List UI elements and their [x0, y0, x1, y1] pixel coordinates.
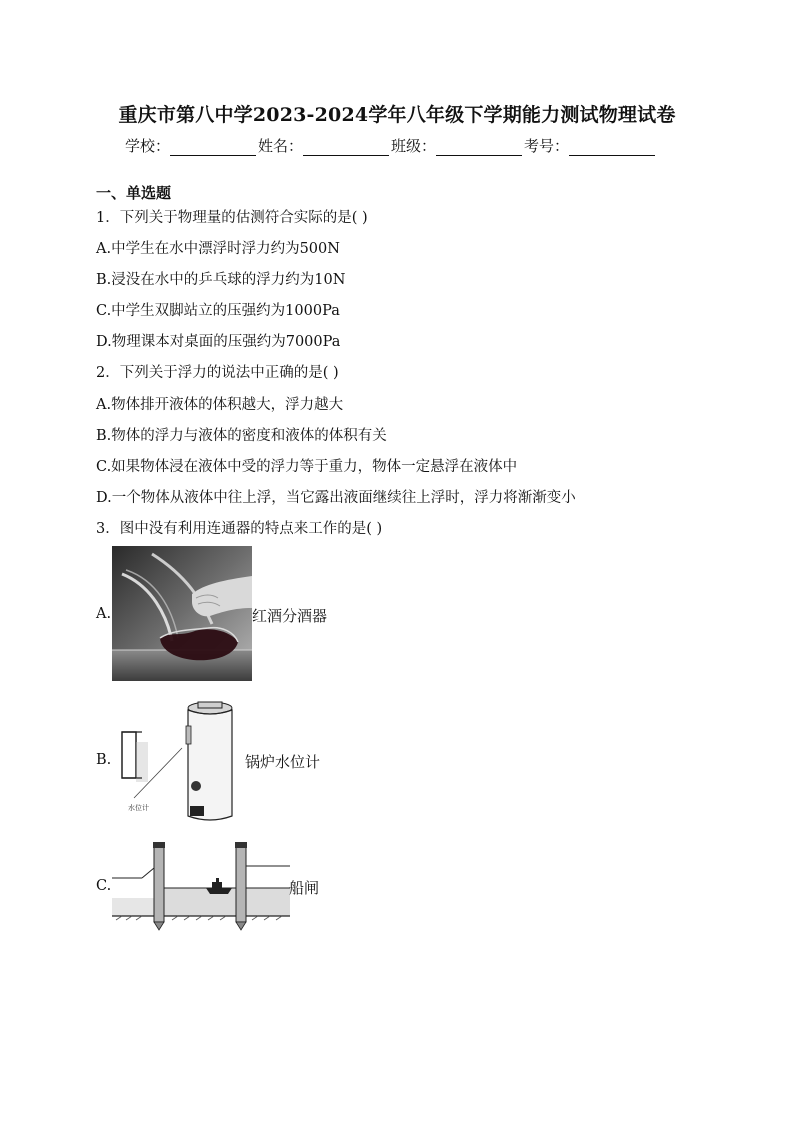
- boiler-water-gauge-image: [116, 698, 244, 826]
- student-info-row: [125, 135, 657, 156]
- question-1-option-b: B.浸没在水中的乒乓球的浮力约为10N: [96, 272, 346, 288]
- question-2-option-c: C.如果物体浸在液体中受的浮力等于重力，物体一定悬浮在液体中: [96, 459, 518, 475]
- class-label: 班级：: [391, 137, 437, 155]
- question-2-option-d: D.一个物体从液体中往上浮，当它露出液面继续往上浮时，浮力将渐渐变小: [96, 490, 576, 506]
- school-blank: [170, 139, 256, 156]
- question-2-stem: 2．下列关于浮力的说法中正确的是( ): [96, 365, 339, 381]
- number-blank: [569, 139, 655, 156]
- question-1-option-a: A.中学生在水中漂浮时浮力约为500N: [96, 241, 340, 257]
- question-3-option-b-caption: 锅炉水位计: [245, 753, 321, 771]
- question-3-option-b-label: B.: [96, 752, 112, 768]
- question-3-option-a-caption: 红酒分酒器: [252, 607, 328, 625]
- question-3-option-c-label: C.: [96, 878, 112, 894]
- ship-lock-image: [112, 838, 290, 934]
- question-3-option-a-label: A.: [96, 606, 112, 622]
- name-label: 姓名：: [258, 137, 304, 155]
- question-2-option-b: B.物体的浮力与液体的密度和液体的体积有关: [96, 428, 387, 444]
- number-label: 考号：: [524, 137, 570, 155]
- wine-decanter-image: [112, 546, 252, 681]
- page-title: 重庆市第八中学2023-2024学年八年级下学期能力测试物理试卷: [118, 104, 676, 126]
- section-heading: 一、单选题: [96, 184, 172, 202]
- question-1-option-c: C.中学生双脚站立的压强约为1000Pa: [96, 303, 340, 319]
- question-1-option-d: D.物理课本对桌面的压强约为7000Pa: [96, 334, 341, 350]
- school-label: 学校：: [125, 137, 171, 155]
- name-blank: [303, 139, 389, 156]
- question-3-option-c-caption: 船闸: [289, 879, 320, 897]
- question-1-stem: 1．下列关于物理量的估测符合实际的是( ): [96, 210, 368, 226]
- question-3-stem: 3．图中没有利用连通器的特点来工作的是( ): [96, 521, 383, 537]
- class-blank: [436, 139, 522, 156]
- question-2-option-a: A.物体排开液体的体积越大，浮力越大: [96, 397, 344, 413]
- water-gauge-label: 水位计: [128, 804, 149, 812]
